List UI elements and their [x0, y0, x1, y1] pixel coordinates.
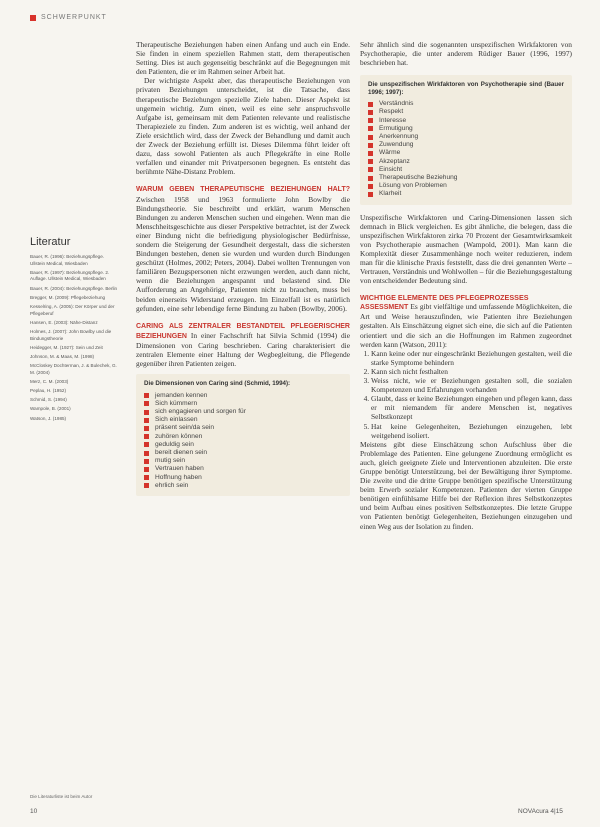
red-square-icon: [30, 15, 36, 21]
literature-entry: Wampole, B. (2001): [30, 406, 71, 412]
list-item: Anerkennung: [368, 133, 564, 141]
page-number: 10: [30, 808, 38, 815]
wirkfaktoren-list: [368, 100, 564, 198]
section-header: [30, 14, 107, 21]
literature-entry: Bauer, R. (2004): Beziehungspflege. Berlin: [30, 285, 118, 291]
list-item: 3. Weiss nicht, wie er Beziehungen gestalten soll, die sozialen Kompetenzen und Erfahrungen vorhanden: [371, 376, 572, 394]
bullet-icon: [368, 151, 373, 156]
journal-issue: NOVAcura 4|15: [518, 808, 563, 815]
bullet-icon: [368, 176, 373, 181]
literature-entry: Heidegger, M. (1927): Sein und Zeit: [30, 344, 103, 350]
literature-entry: Peplau, H. (1952): [30, 388, 67, 394]
text-column-1: [136, 40, 350, 496]
bullet-icon: [368, 102, 373, 107]
list-item: Verständnis: [368, 100, 564, 108]
list-item: Respekt: [368, 108, 564, 116]
literature-sidebar: [30, 236, 120, 425]
assessment-list: [360, 349, 572, 440]
list-item: Wärme: [368, 149, 564, 157]
box-title: Die unspezifischen Wirkfaktoren von Psychotherapie sind (Bauer 1996; 1997):: [368, 81, 564, 96]
bullet-icon: [368, 143, 373, 148]
bullet-icon: [144, 401, 149, 406]
list-item: präsent sein/da sein: [144, 424, 342, 432]
bullet-icon: [144, 442, 149, 447]
list-item: Klarheit: [368, 190, 564, 198]
list-item: Ermutigung: [368, 125, 564, 133]
list-item: ehrlich sein: [144, 482, 342, 490]
bullet-icon: [368, 126, 373, 131]
list-item: 4. Glaubt, dass er keine Beziehungen eingehen und pflegen kann, dass er mit niemandem für andere Menschen ist, negatives Selbstkonzept: [371, 394, 572, 421]
text-column-2: [360, 40, 572, 531]
bullet-icon: [368, 192, 373, 197]
bullet-icon: [144, 434, 149, 439]
box-title: Die Dimensionen von Caring sind (Schmid, 1994):: [144, 380, 291, 388]
list-item: Vertrauen haben: [144, 465, 342, 473]
bullet-icon: [144, 410, 149, 415]
list-item: Therapeutische Beziehung: [368, 174, 564, 182]
paragraph-with-heading: [136, 321, 350, 368]
bullet-icon: [144, 418, 149, 423]
section-heading: ASSESSMENT: [360, 304, 409, 312]
paragraph: Der wichtigste Aspekt aber, das therapeutische Beziehungen von privaten Beziehungen unterscheidet, ist die Tatsache, dass therapeutische Beziehungen spezielle Ziele haben. Dieser Aspekt ist ungemein wichtig. Zum einen, weil es eine sehr anspruchsvolle Aufgabe ist, gemeinsam mit dem Patienten relevante und realistische Therapieziele zu finden. Zum anderen ist es wichtig, weil anhand der Ziele ersichtlich wird, dass der Zweck der Behandlung und damit auch der Zweck der Beziehung erfüllt ist. Dieses Dilemma führt leider oft dazu, dass sowohl Patienten als auch Pflegekräfte in eine Rolle verfallen und einander mit Privatpersonen begegnen. Es entsteht das berühmte Nähe-Distanz Problem.: [136, 76, 350, 177]
literature-entry: McCloskey Dochterman, J. & Bulechek, G. M. (2004): [30, 363, 117, 375]
caring-list: [144, 392, 342, 490]
literature-entry: Bregger, M. (2009): Pflegebeziehung: [30, 294, 106, 300]
literature-entry: Holmes, J. (2007): John Bowlby und die Bindungstheorie: [30, 328, 112, 341]
section-heading: CARING ALS ZENTRALER BESTANDTEIL PFLEGERISCHER BEZIEHUNGEN: [136, 322, 350, 340]
list-item: sich engagieren und sorgen für: [144, 408, 342, 416]
list-item: Hoffnung haben: [144, 474, 342, 482]
paragraph: Unspezifische Wirkfaktoren und Caring-Dimensionen lassen sich demnach in Blick vergleichen. Es gibt ähnliche, die belegen, dass die unspezifischen Wirkfaktoren zirka 70 Prozent der Gesamtwirksamkeit von Psychotherapie ausmachen (Wampold, 2001). Man kann die Komplexität dieser Zusammenhänge noch weiter reduzieren, indem man für die klinische Praxis feststellt, dass die drei genannten Werte – Vertrauen, Verständnis und Wohlwollen – für die Beziehungsgestaltung von entscheidender Bedeutung sind.: [360, 212, 572, 286]
literature-entry: Bauer, R. (1996): Beziehungspflege. Ullstein Medical, Wiesbaden: [30, 254, 105, 266]
bullet-icon: [368, 184, 373, 189]
literature-entry: Kesselring, A. (2005): Der Körper und der Pflegeberuf: [30, 303, 115, 316]
list-item: Akzeptanz: [368, 158, 564, 166]
paragraph-text: Es gibt vielfältige und umfassende Möglichkeiten, die Art und Weise herauszufinden, wie Patienten ihre Beziehungen gestalten. Als Einschätzung eignet sich eine, die sich auf die Patienten orientiert und die sich an die Hoffnungen im Rahmen zugeordnet werden kann (Watson, 2011):: [360, 302, 572, 349]
list-item: geduldig sein: [144, 441, 342, 449]
bullet-icon: [144, 483, 149, 488]
list-item: zuhören können: [144, 433, 342, 441]
paragraph: Therapeutische Beziehungen haben einen Anfang und auch ein Ende. Sie finden in einem speziellen Rahmen statt, dem therapeutischen Setting. Dies ist auch gegenseitig beschränkt auf die Begegnungen mit den Patienten, die er im Rahmen seiner Arbeit hat.: [136, 40, 350, 77]
wirkfaktoren-box: [360, 75, 572, 204]
bullet-icon: [368, 135, 373, 140]
literature-entry: Merz, C. M. (2003): [30, 378, 69, 384]
section-heading: WICHTIGE ELEMENTE DES PFLEGEPROZESSES: [360, 293, 529, 303]
list-item: 5. Hat keine Gelegenheiten, Beziehungen einzugehen, lebt weitgehend isoliert.: [371, 422, 572, 440]
paragraph-with-heading: [136, 184, 350, 312]
bullet-icon: [368, 118, 373, 123]
literature-list: [30, 254, 120, 422]
list-item: jemanden kennen: [144, 392, 342, 400]
list-item: 1. Kann keine oder nur eingeschränkt Beziehungen gestalten, weil die starke Symptome behindern: [371, 349, 572, 367]
bullet-icon: [144, 426, 149, 431]
bullet-icon: [144, 459, 149, 464]
caring-dimensions-box: [136, 374, 350, 496]
list-item: Sich einlassen: [144, 416, 342, 424]
list-item: 2. Kann sich nicht festhalten: [371, 367, 572, 376]
paragraph-text: Zwischen 1958 und 1963 formulierte John Bowlby die Bindungstheorie. Sie beschreibt und erklärt, warum Menschen Bindungen zu anderen Menschen suchen und eingehen. Wenn man die Menschheitsgeschichte aus dieser Perspektive betrachtet, ist der Zweck einer Bindung nicht die befriedigung physiologischer Bedürfnisse, sondern die Steigerung der Gesundheit dergestalt, dass die sichersten Bindungen bestehen, denen sie wurden und wurden durch Bindungen geschützt (Holmes, 2002; Peters, 2004). Dabei wollten Trennungen von familiären Bezugspersonen nicht erzwungen werden, auch dann nicht, wenn die Beziehungen angespannt und belastend sind. Die Aufforderung an Angehörige, Patienten nicht zu brauchen, muss bei beiden einerseits Widerstand erzeugen. Im Einzelfall ist es natürlich gefunden, eine sehr lebendige ferne Bindung zu haben (Bowlby, 2006).: [136, 194, 350, 313]
bullet-icon: [144, 451, 149, 456]
list-item: Zuwendung: [368, 141, 564, 149]
list-item: Sich kümmern: [144, 400, 342, 408]
literature-entry: Watson, J. (1985): [30, 415, 67, 421]
literature-footnote: Die Literaturliste ist beim Autor: [30, 794, 93, 799]
bullet-icon: [368, 167, 373, 172]
list-item: Einsicht: [368, 166, 564, 174]
bullet-icon: [368, 110, 373, 115]
literature-entry: Johnson, M. & Maas, M. (1998): [30, 353, 95, 359]
list-item: bereit dienen sein: [144, 449, 342, 457]
bullet-icon: [144, 475, 149, 480]
literature-entry: Hansen, E. (2003): Nähe-Distanz: [30, 319, 98, 325]
section-heading: WARUM GEBEN THERAPEUTISCHE BEZIEHUNGEN HALT?: [136, 186, 350, 194]
paragraph: Sehr ähnlich sind die sogenannten unspezifischen Wirkfaktoren von Psychotherapie, die unter anderem Rüdiger Bauer (1996, 1997) beschrieben hat.: [360, 40, 572, 68]
list-item: Interesse: [368, 117, 564, 125]
list-item: Lösung von Problemen: [368, 182, 564, 190]
bullet-icon: [368, 159, 373, 164]
literature-entry: Schmid, S. (1994): [30, 397, 67, 403]
literature-entry: Bauer, R. (1997): Beziehungspflege. 2. Auflage. Ullstein Medical, Wiesbaden: [30, 269, 110, 282]
paragraph-text: In einer Fachschrift hat Silvia Schmid (1994) die Dimensionen von Caring beschrieben. Caring charakterisiert die zentralen Elemente einer Haltung der Wegbegleitung, die Pflegende gegenüber ihren Patienten zeigen.: [136, 330, 350, 369]
paragraph: Meistens gibt diese Einschätzung schon Aufschluss über die Problemlage des Patienten. Eine gelungene Zuordnung ermöglicht es auch, gleich geeignete Ziele und Interventionen abzuleiten. Die erste Gruppe benötigt Unterstützung, bei der Bewältigung ihrer Symptome. Die zweite und die dritte Gruppe benötigen spezifische Unterstützung beim Erwerb sozialer Kompetenzen. Patienten der vierten Gruppe benötigen einfühlsame Hilfe bei der Reflexion ihres Selbstkonzeptes und beim Aufbau eines positiven Selbstkonzeptes. Die letzte Gruppe von Patienten benötigt Gelegenheiten, Beziehungen einzugehen und einen Weg aus der Isolation zu finden.: [360, 439, 572, 531]
literature-title: Literatur: [30, 236, 71, 248]
bullet-icon: [144, 467, 149, 472]
section-label: SCHWERPUNKT: [41, 14, 107, 21]
list-item: mutig sein: [144, 457, 342, 465]
bullet-icon: [144, 393, 149, 398]
paragraph-with-heading: [360, 302, 572, 348]
